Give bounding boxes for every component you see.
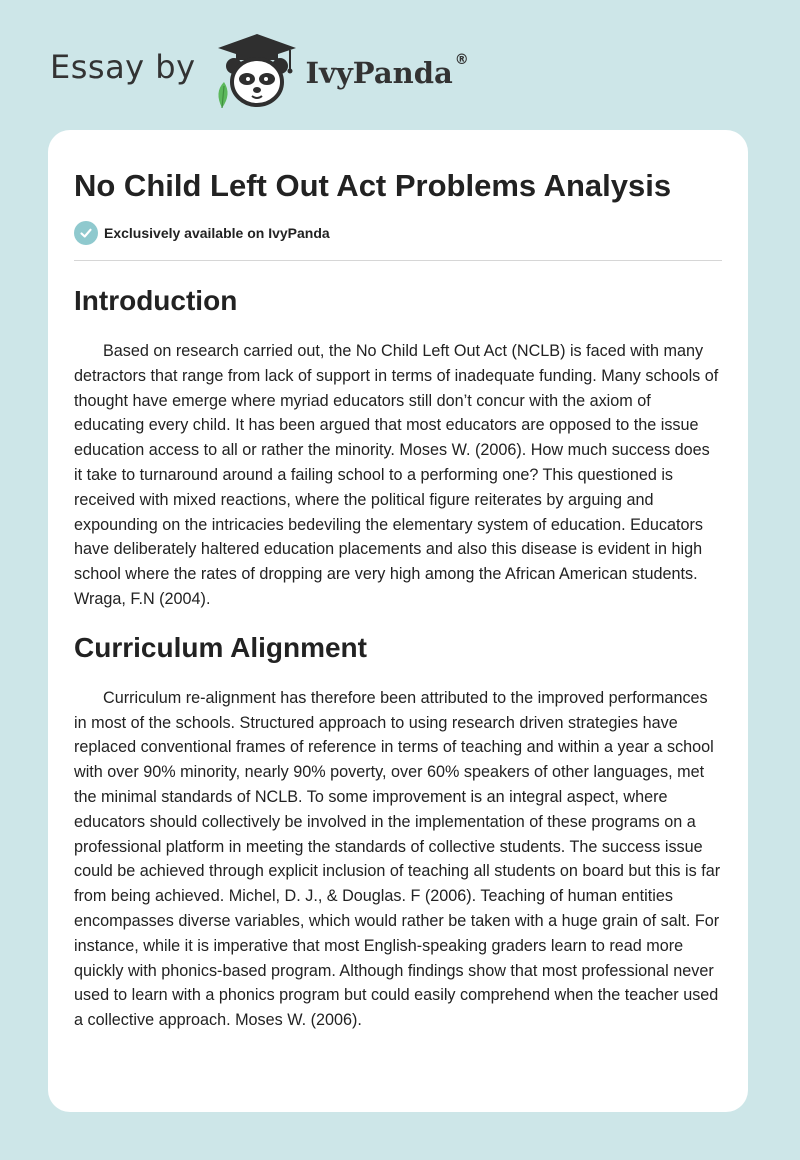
registered-mark: ® — [454, 52, 469, 68]
check-circle-icon — [74, 221, 98, 245]
section-heading-curriculum-alignment: Curriculum Alignment — [74, 631, 367, 663]
divider — [74, 260, 722, 261]
brand-name-text: IvyPanda — [305, 56, 453, 90]
brand-name — [305, 52, 469, 90]
section-body-curriculum-alignment: Curriculum re-alignment has therefore been attributed to the improved performances in most of the schools. Structured approach to using research driven strategies have replaced conventional frames of reference in terms of teaching and within a year a school with over 90% minority, nearly 90% poverty, over 60% speakers of other languages, met the minimal standards of NCLB. To some improvement is an integral aspect, where educators should collectively be involved in the implementation of these programs on a professional platform in meeting the standards of collective students. The success issue could be achieved through explicit inclusion of teaching all students on board but this is far from being achieved. Michel, D. J., & Douglas. F (2006). Teaching of human entities encompasses diverse variables, which would rather be taken with a huge grain of salt. For instance, while it is imperative that most English-speaking graders learn to read more quickly with phonics-based program. Although findings show that most professional never used to learn with a phonics program but could easily comprehend when the teacher used a collective approach. Moses W. (2006). — [74, 688, 721, 1030]
page-title: No Child Left Out Act Problems Analysis — [74, 168, 672, 203]
panda-graduate-icon — [212, 30, 302, 110]
exclusive-badge — [74, 220, 722, 246]
brand-prefix: Essay by — [50, 48, 196, 86]
document-card — [48, 130, 748, 1112]
brand-header — [50, 30, 469, 110]
section-body-introduction: Based on research carried out, the No Child Left Out Act (NCLB) is faced with many detractors that range from lack of support in terms of inadequate funding. Many schools of thought have emerge where myriad educators still don’t concur with the axiom of educating every child. It has been argued that most educators are opposed to the issue education access to all or rather the minority. Moses W. (2006). How much success does it take to turnaround around a failing school to a performing one? This questioned is received with mixed reactions, where the political figure reiterates by arguing and expounding on the intricacies bedeviling the elementary system of education. Educators have deliberately haltered education placements and also this disease is evident in high school where the rates of dropping are very high among the African American students. Wraga, F.N (2004). — [74, 342, 719, 608]
section-heading-introduction: Introduction — [74, 285, 238, 316]
exclusive-badge-text: Exclusively available on IvyPanda — [104, 225, 330, 241]
